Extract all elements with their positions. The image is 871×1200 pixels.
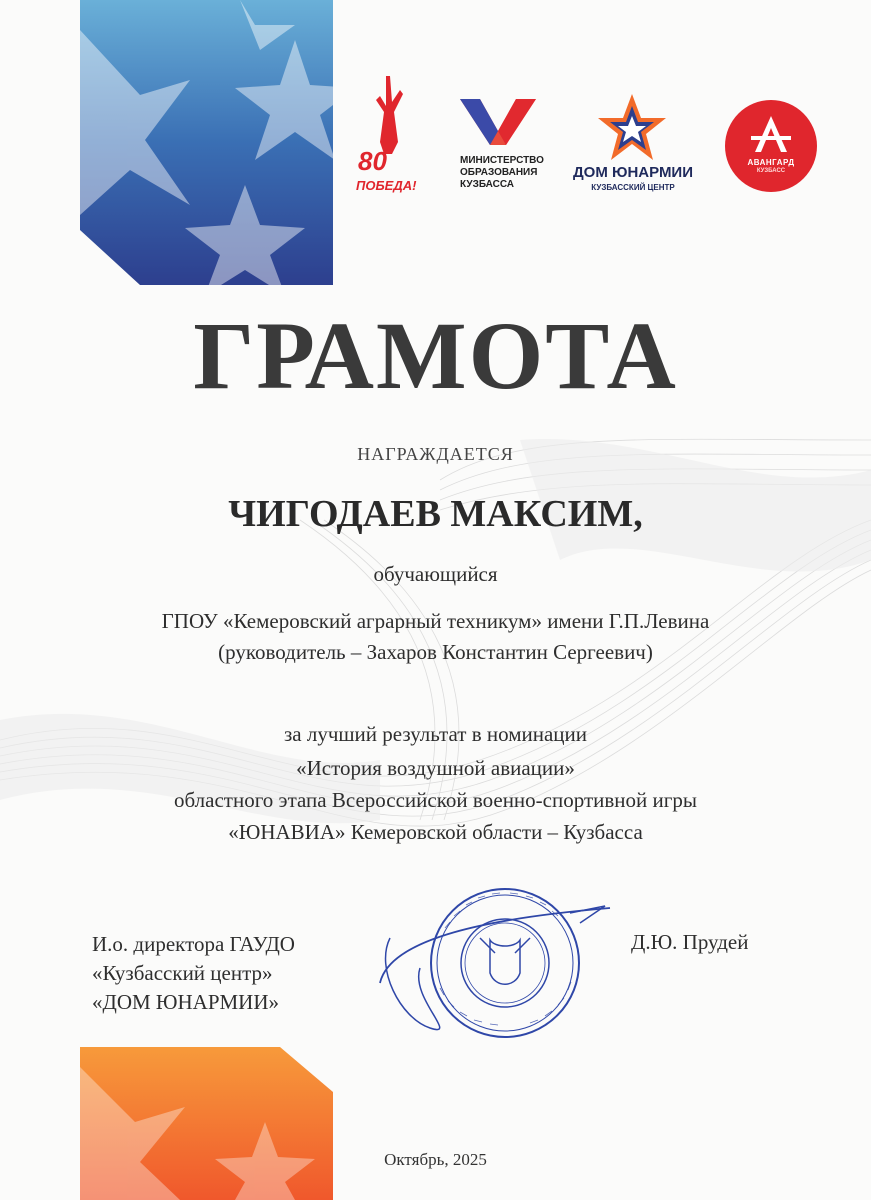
orange-star-decoration <box>80 1047 333 1200</box>
supervisor-line: (руководитель – Захаров Константин Сергеевич) <box>218 640 653 664</box>
reason-line-4: «ЮНАВИА» Кемеровской области – Кузбасса <box>228 820 643 844</box>
avangard-sub: КУЗБАСС <box>756 168 786 174</box>
dom-yunarmii-logo <box>568 92 698 202</box>
avangard-text: АВАНГАРД <box>747 158 795 167</box>
dom-yunarmii-subtitle: КУЗБАССКИЙ ЦЕНТР <box>591 183 675 192</box>
dom-yunarmii-title: ДОМ ЮНАРМИИ <box>572 164 693 181</box>
ministry-logo <box>458 95 550 200</box>
ministry-line-2: ОБРАЗОВАНИЯ <box>460 167 538 178</box>
avangard-a-icon <box>751 114 791 154</box>
official-stamp <box>370 878 620 1048</box>
reason-line-1: за лучший результат в номинации <box>283 722 587 746</box>
signatory-position <box>92 930 295 1017</box>
ministry-check-icon <box>458 95 538 147</box>
recipient-name: ЧИГОДАЕВ МАКСИМ, <box>228 493 643 535</box>
position-line-1: И.о. директора ГАУДО <box>92 932 295 956</box>
avangard-logo <box>725 100 817 192</box>
certificate-title: ГРАМОТА <box>193 302 678 409</box>
star-icon <box>596 92 668 162</box>
position-line-2: «Кузбасский центр» <box>92 961 273 985</box>
issue-date: Октябрь, 2025 <box>384 1150 487 1169</box>
ministry-line-1: МИНИСТЕРСТВО <box>460 155 544 166</box>
pobeda-text: ПОБЕДА! <box>356 178 417 193</box>
blue-star-decoration <box>80 0 333 285</box>
status-line: обучающийся <box>373 562 498 586</box>
position-line-3: «ДОМ ЮНАРМИИ» <box>92 990 280 1014</box>
pobeda-number: 80 <box>358 146 387 176</box>
ministry-line-3: КУЗБАССА <box>460 179 515 190</box>
reason-line-3: областного этапа Всероссийской военно-спортивной игры <box>174 788 697 812</box>
signatory-name: Д.Ю. Прудей <box>631 930 749 954</box>
awarded-label: НАГРАЖДАЕТСЯ <box>357 444 514 464</box>
reason-line-2: «История воздушной авиации» <box>296 756 575 780</box>
institution-line: ГПОУ «Кемеровский аграрный техникум» имени Г.П.Левина <box>161 609 710 633</box>
pobeda-80-logo <box>356 72 422 202</box>
